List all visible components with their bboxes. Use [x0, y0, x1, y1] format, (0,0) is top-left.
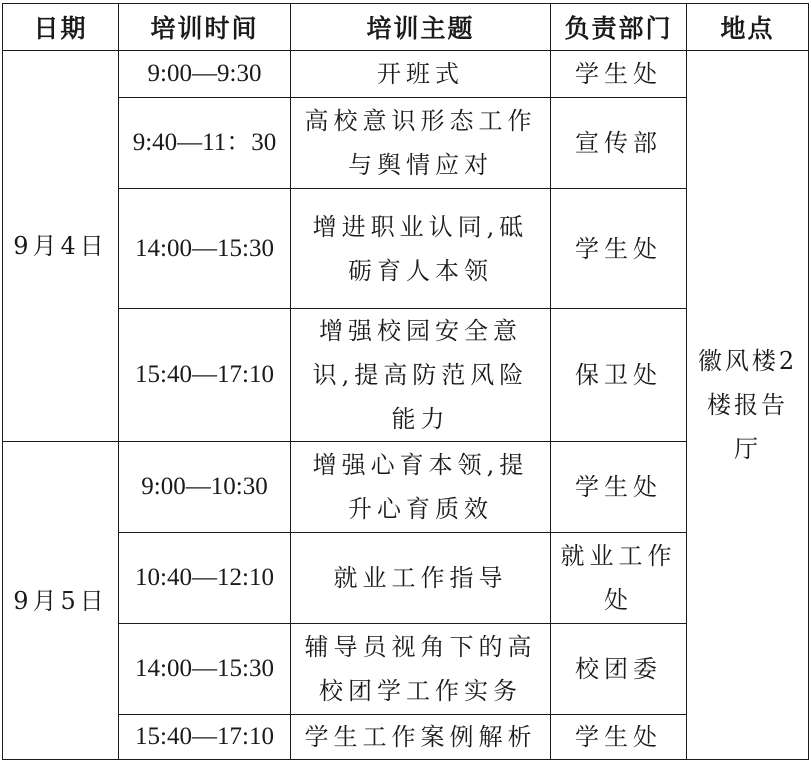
time-cell: 9:00—9:30 [119, 51, 291, 98]
training-schedule-table [2, 3, 809, 760]
date-cell: 9月4日 [3, 51, 119, 442]
topic-text: 辅导员视角下的高校团学工作实务 [304, 633, 537, 705]
dept-cell: 学生处 [551, 442, 687, 533]
dept-cell [551, 533, 687, 624]
dept-text: 就业工作处 [560, 542, 677, 614]
location-cell [687, 51, 809, 760]
header-date: 日期 [3, 4, 119, 51]
dept-cell: 学生处 [551, 715, 687, 760]
topic-cell [291, 442, 551, 533]
time-cell: 10:40—12:10 [119, 533, 291, 624]
topic-text: 增强心育本领,提升心育质效 [312, 451, 529, 523]
topic-cell [291, 309, 551, 442]
dept-cell: 宣传部 [551, 98, 687, 189]
time-cell: 15:40—17:10 [119, 715, 291, 760]
header-time: 培训时间 [119, 4, 291, 51]
time-cell: 9:00—10:30 [119, 442, 291, 533]
topic-cell: 学生工作案例解析 [291, 715, 551, 760]
table-row [3, 51, 809, 98]
header-dept: 负责部门 [551, 4, 687, 51]
dept-cell: 学生处 [551, 51, 687, 98]
dept-cell: 校团委 [551, 624, 687, 715]
header-location: 地点 [687, 4, 809, 51]
time-cell: 14:00—15:30 [119, 624, 291, 715]
header-topic: 培训主题 [291, 4, 551, 51]
topic-cell [291, 624, 551, 715]
location-text: 徽风楼2楼报告厅 [697, 347, 798, 463]
topic-text: 增进职业认同,砥砺育人本领 [312, 212, 529, 285]
topic-text: 高校意识形态工作与舆情应对 [304, 107, 537, 179]
time-cell: 9:40—11：30 [119, 98, 291, 189]
dept-cell: 保卫处 [551, 309, 687, 442]
topic-cell [291, 189, 551, 309]
topic-text: 增强校园安全意识,提高防范风险能力 [312, 317, 529, 433]
topic-cell: 开班式 [291, 51, 551, 98]
date-cell: 9月5日 [3, 442, 119, 760]
topic-cell [291, 98, 551, 189]
time-cell: 15:40—17:10 [119, 309, 291, 442]
dept-cell: 学生处 [551, 189, 687, 309]
header-row [3, 4, 809, 51]
topic-cell: 就业工作指导 [291, 533, 551, 624]
time-cell: 14:00—15:30 [119, 189, 291, 309]
